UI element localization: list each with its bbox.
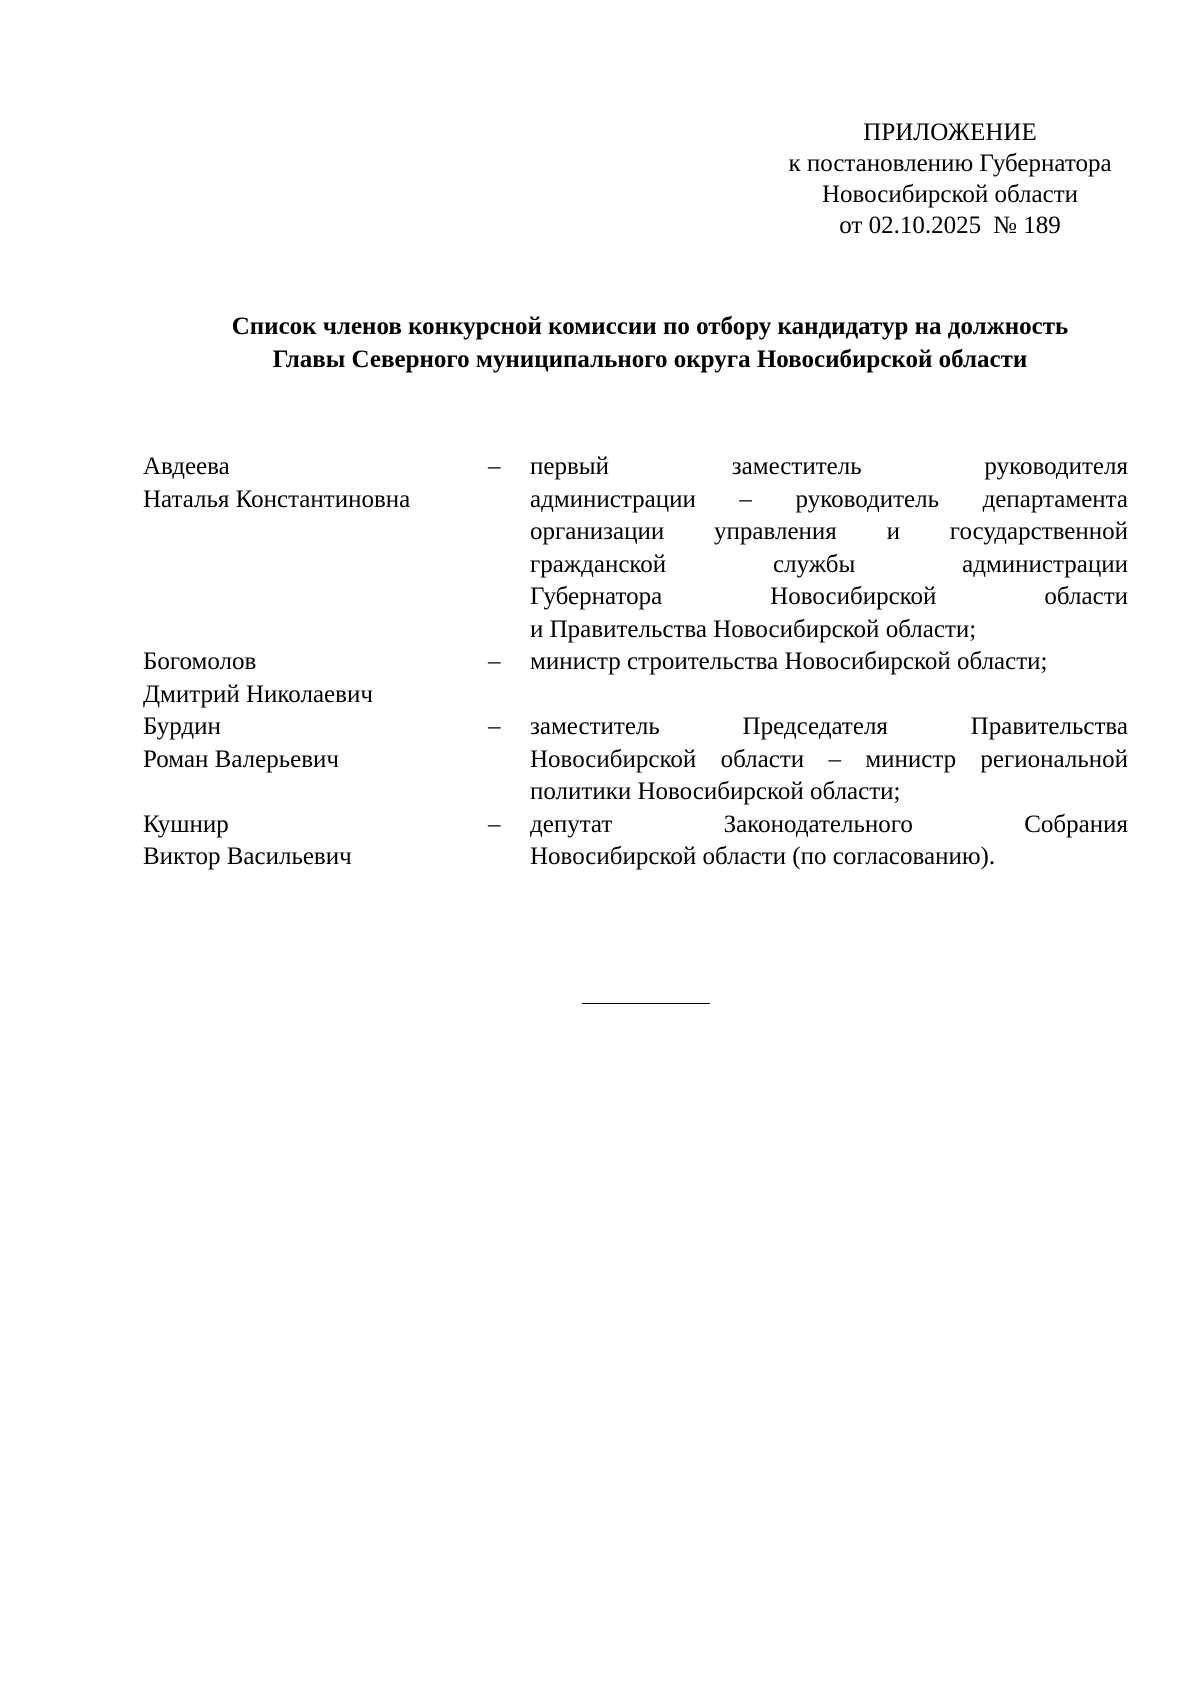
- member-given-names: Дмитрий Николаевич: [143, 680, 373, 708]
- document-title: [120, 310, 1180, 376]
- member-name: [143, 711, 483, 809]
- member-surname: Богомолов: [143, 648, 257, 675]
- member-name: [143, 451, 483, 646]
- document-title-line-2: Главы Северного муниципального округа Новосибирской области: [272, 346, 1028, 373]
- member-role: [530, 809, 1128, 874]
- annex-number: № 189: [993, 212, 1061, 239]
- annex-title: ПРИЛОЖЕНИЕ: [863, 119, 1037, 146]
- member-given-names: Наталья Константиновна: [143, 485, 411, 513]
- member-name: [143, 646, 483, 711]
- member-role-line: первый заместитель руководителя: [530, 453, 1128, 480]
- member-dash: –: [488, 810, 501, 838]
- member-role-line: администрации – руководитель департамента: [530, 485, 1128, 513]
- annex-date: от 02.10.2025: [839, 212, 982, 239]
- member-row: [143, 809, 1128, 874]
- member-role-line: организации управления и государственной: [530, 518, 1128, 545]
- annex-header: [760, 117, 1140, 241]
- annex-date-line: [760, 210, 1140, 241]
- member-given-names: Виктор Васильевич: [143, 843, 352, 870]
- member-role: [530, 711, 1128, 809]
- member-row: [143, 646, 1128, 711]
- closing-separator-line: [582, 1003, 710, 1004]
- member-role-line: министр строительства Новосибирской области;: [530, 648, 1048, 675]
- member-name: [143, 809, 483, 874]
- member-surname: Бурдин: [143, 713, 221, 740]
- member-role-line: заместитель Председателя Правительства: [530, 713, 1128, 740]
- member-role-line: Губернатора Новосибирской области: [530, 583, 1128, 610]
- member-role: [530, 451, 1128, 646]
- member-role-line: и Правительства Новосибирской области;: [530, 615, 977, 643]
- member-role-line: Новосибирской области (по согласованию).: [530, 843, 996, 870]
- member-role: [530, 646, 1128, 711]
- member-dash: –: [488, 713, 501, 740]
- member-role-line: политики Новосибирской области;: [530, 778, 901, 805]
- member-dash: –: [488, 453, 501, 480]
- member-dash: –: [488, 648, 501, 675]
- member-row: [143, 451, 1128, 646]
- member-role-line: гражданской службы администрации: [530, 550, 1128, 578]
- member-surname: Авдеева: [143, 453, 230, 480]
- annex-line-2: Новосибирской области: [821, 181, 1079, 208]
- member-surname: Кушнир: [143, 810, 229, 838]
- annex-line-1: к постановлению Губернатора: [788, 150, 1112, 177]
- members-list: [143, 451, 1128, 874]
- member-role-line: депутат Законодательного Собрания: [530, 810, 1128, 838]
- member-row: [143, 711, 1128, 809]
- document-title-line-1: Список членов конкурсной комиссии по отбору кандидатур на должность: [231, 313, 1069, 340]
- member-given-names: Роман Валерьевич: [143, 745, 339, 773]
- member-role-line: Новосибирской области – министр региональной: [530, 745, 1128, 773]
